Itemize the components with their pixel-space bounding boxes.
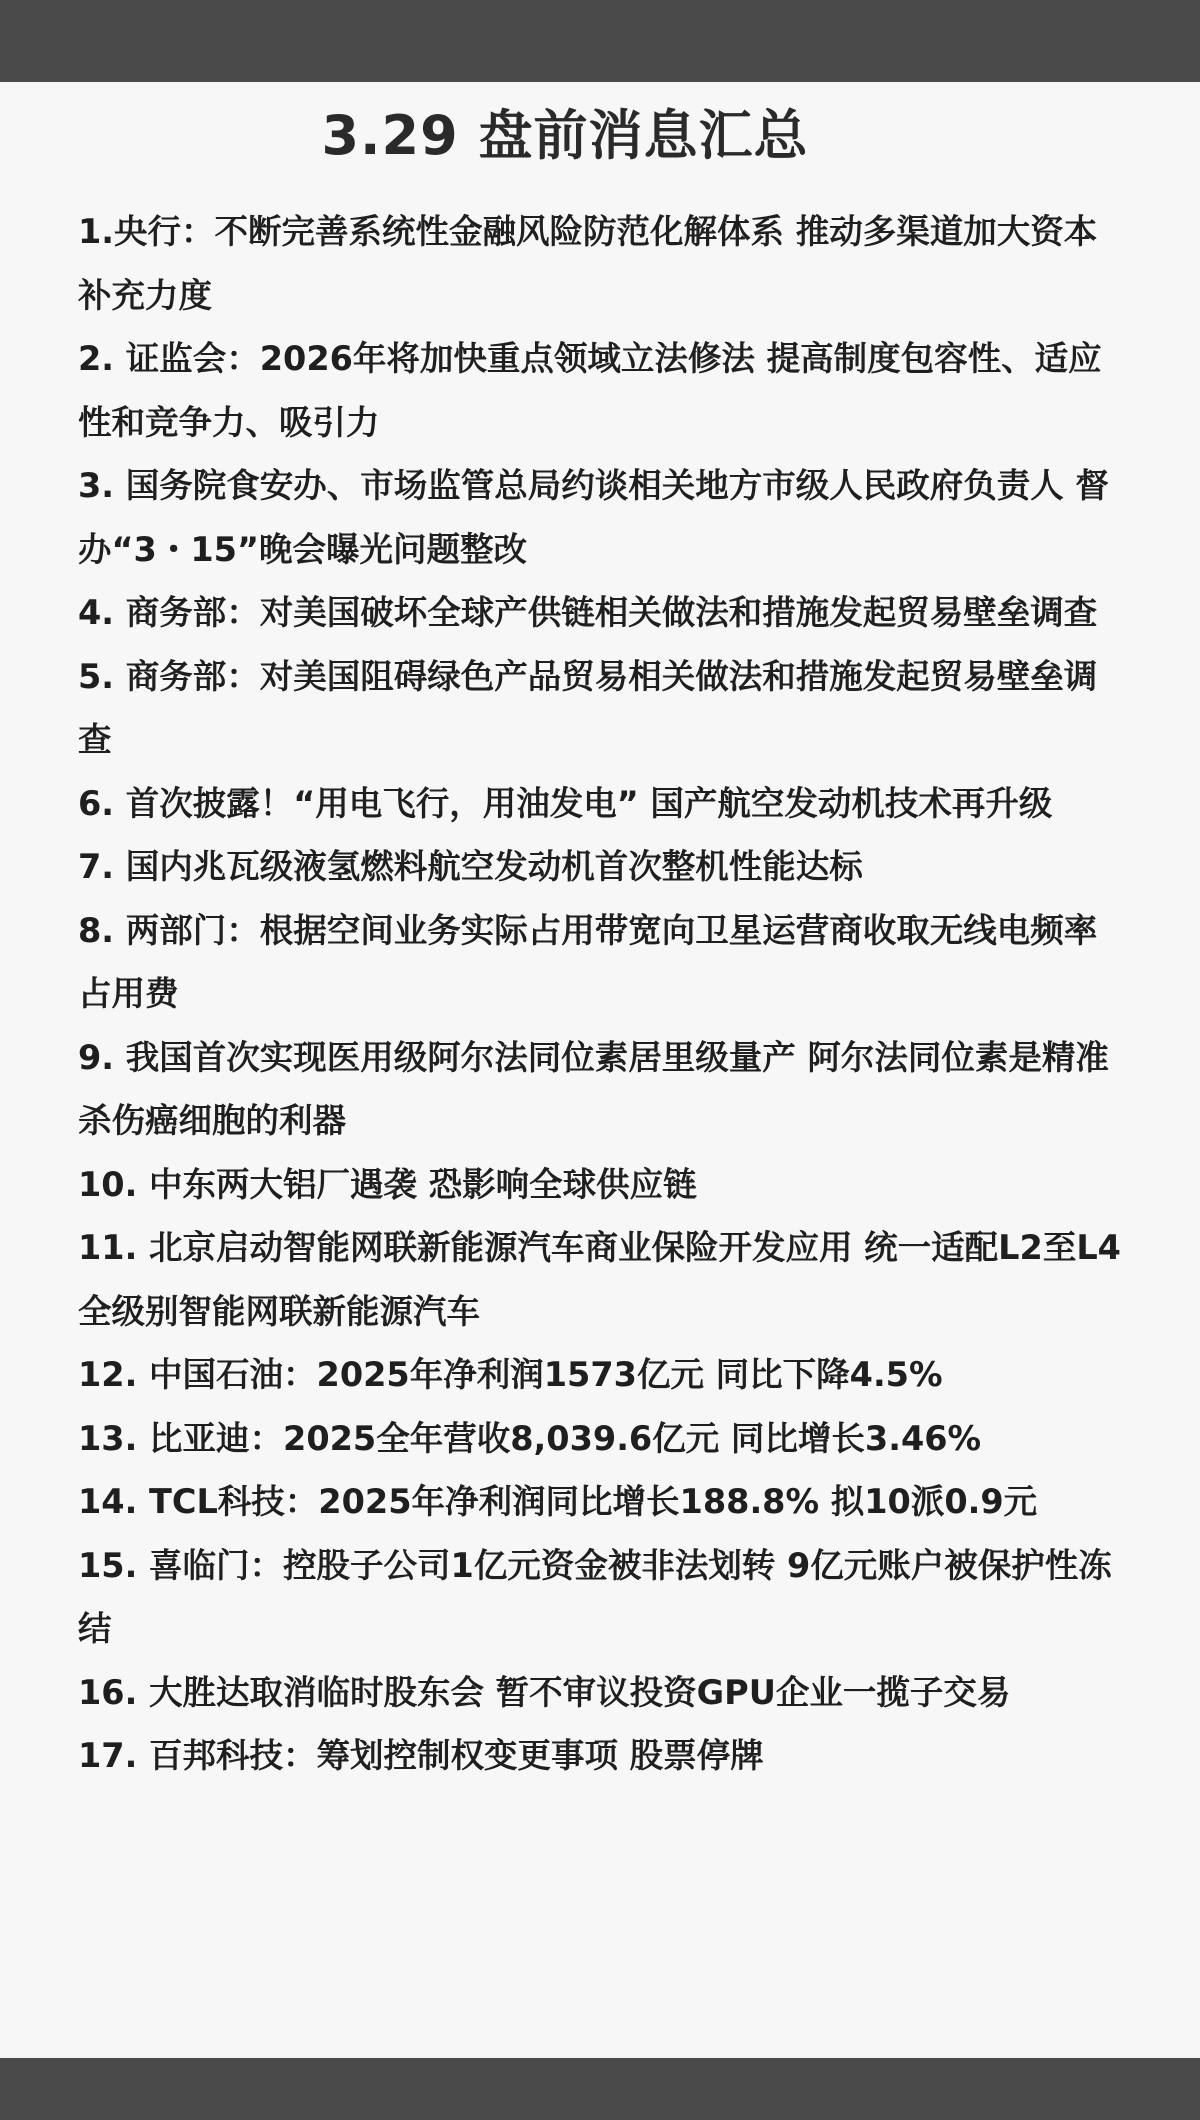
news-item: 14. TCL科技：2025年净利润同比增长188.8% 拟10派0.9元	[78, 1482, 1038, 1521]
top-dark-bar	[0, 0, 1200, 82]
news-item: 12. 中国石油：2025年净利润1573亿元 同比下降4.5%	[78, 1355, 943, 1394]
news-item: 9. 我国首次实现医用级阿尔法同位素居里级量产 阿尔法同位素是精准杀伤癌细胞的利器	[78, 1037, 1109, 1140]
news-item: 3. 国务院食安办、市场监管总局约谈相关地方市级人民政府负责人 督办“3・15”晚会曝光问题整改	[78, 466, 1109, 569]
news-list	[78, 200, 1128, 1788]
news-item: 15. 喜临门：控股子公司1亿元资金被非法划转 9亿元账户被保护性冻结	[78, 1545, 1112, 1648]
news-item: 13. 比亚迪：2025全年营收8,039.6亿元 同比增长3.46%	[78, 1418, 982, 1458]
news-item: 6. 首次披露！“用电飞行，用油发电” 国产航空发动机技术再升级	[78, 783, 1053, 823]
news-item: 8. 两部门：根据空间业务实际占用带宽向卫星运营商收取无线电频率占用费	[78, 910, 1098, 1013]
news-item: 2. 证监会：2026年将加快重点领域立法修法 提高制度包容性、适应性和竞争力、吸引力	[78, 339, 1102, 442]
news-item: 16. 大胜达取消临时股东会 暂不审议投资GPU企业一揽子交易	[78, 1672, 1011, 1712]
news-item: 10. 中东两大铝厂遇袭 恐影响全球供应链	[78, 1164, 697, 1204]
page-title: 3.29 盘前消息汇总	[321, 104, 809, 167]
news-item: 11. 北京启动智能网联新能源汽车商业保险开发应用 统一适配L2至L4全级别智能网联新能源汽车	[78, 1228, 1121, 1331]
news-item: 4. 商务部：对美国破坏全球产供链相关做法和措施发起贸易壁垒调查	[78, 593, 1098, 632]
news-item: 7. 国内兆瓦级液氢燃料航空发动机首次整机性能达标	[78, 847, 863, 886]
news-summary-sheet	[0, 82, 1200, 2058]
bottom-dark-bar	[0, 2058, 1200, 2120]
news-item: 17. 百邦科技：筹划控制权变更事项 股票停牌	[78, 1736, 764, 1775]
news-item: 1.央行：不断完善系统性金融风险防范化解体系 推动多渠道加大资本补充力度	[78, 212, 1098, 315]
news-item: 5. 商务部：对美国阻碍绿色产品贸易相关做法和措施发起贸易壁垒调查	[78, 656, 1098, 759]
